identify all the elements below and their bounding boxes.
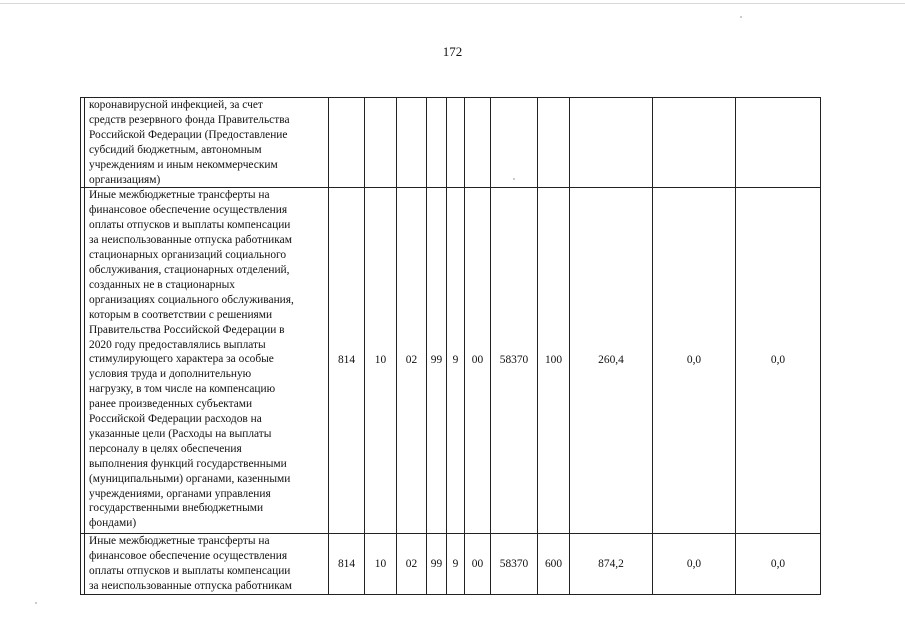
program-code-cell: 99: [427, 188, 447, 534]
description-line: стимулирующего характера за особые: [89, 353, 274, 366]
description-line: учреждениям и иным некоммерческим: [89, 158, 278, 171]
expense-type-code-cell: [538, 98, 570, 188]
description-line: Российской Федерации расходов на: [89, 413, 262, 426]
description-line: Иные межбюджетные трансферты на: [89, 189, 270, 202]
description-line: оплаты отпусков и выплаты компенсации: [89, 219, 291, 232]
event-code-cell: 00: [465, 188, 491, 534]
description-cell: [85, 534, 329, 595]
description-line: Правительства Российской Федерации в: [89, 323, 285, 336]
description-line: фондами): [89, 517, 137, 530]
section-code-cell: 10: [365, 534, 397, 595]
amount-2022-cell: 0,0: [736, 188, 821, 534]
table-body: [81, 98, 821, 595]
event-code-cell: 00: [465, 534, 491, 595]
ministry-code-cell: 814: [329, 534, 365, 595]
direction-code-cell: 58370: [491, 534, 538, 595]
expense-type-code-cell: 100: [538, 188, 570, 534]
description-line: за неиспользованные отпуска работникам: [89, 234, 292, 247]
amount-2021-cell: [653, 98, 736, 188]
description-line: Иные межбюджетные трансферты на: [89, 535, 270, 548]
amount-2022-cell: 0,0: [736, 534, 821, 595]
scan-edge-line: [0, 3, 905, 4]
expense-type-code-cell: 600: [538, 534, 570, 595]
description-line: учреждениями, органами управления: [89, 487, 271, 500]
table-row: [81, 98, 821, 188]
description-line: организациях социального обслуживания,: [89, 293, 294, 306]
program-code-cell: 99: [427, 534, 447, 595]
description-line: персоналу в целях обеспечения: [89, 442, 242, 455]
event-code-cell: [465, 98, 491, 188]
description-line: финансовое обеспечение осуществления: [89, 550, 288, 563]
scan-speck: [35, 602, 37, 604]
amount-2022-cell: [736, 98, 821, 188]
description-line: оплаты отпусков и выплаты компенсации: [89, 565, 291, 578]
description-line: ранее произведенных субъектами: [89, 398, 253, 411]
description-line: (муниципальными) органами, казенными: [89, 472, 291, 485]
subsection-code-cell: 02: [397, 188, 427, 534]
description-line: созданных не в стационарных: [89, 278, 235, 291]
description-line: коронавирусной инфекцией, за счет: [89, 99, 263, 111]
ministry-code-cell: [329, 98, 365, 188]
description-line: субсидий бюджетным, автономным: [89, 143, 262, 156]
program-code-cell: [427, 98, 447, 188]
amount-2020-cell: [570, 98, 653, 188]
direction-code-cell: 58370: [491, 188, 538, 534]
description-line: организациям): [89, 173, 161, 186]
description-line: указанные цели (Расходы на выплаты: [89, 427, 272, 440]
subprogram-code-cell: [447, 98, 465, 188]
description-line: Российской Федерации (Предоставление: [89, 128, 288, 141]
description-line: нагрузку, в том числе на компенсацию: [89, 383, 276, 396]
subprogram-code-cell: 9: [447, 188, 465, 534]
description-line: выполнения функций государственными: [89, 457, 287, 470]
subsection-code-cell: [397, 98, 427, 188]
subprogram-code-cell: 9: [447, 534, 465, 595]
description-cell: [85, 98, 329, 188]
subsection-code-cell: 02: [397, 534, 427, 595]
scan-speck: [513, 178, 515, 180]
amount-2020-cell: 874,2: [570, 534, 653, 595]
description-line: условия труда и дополнительную: [89, 368, 252, 381]
table-row: [81, 534, 821, 595]
direction-code-cell: [491, 98, 538, 188]
description-line: средств резервного фонда Правительства: [89, 113, 290, 126]
description-line: которым в соответствии с решениями: [89, 308, 273, 321]
table-row: [81, 188, 821, 534]
section-code-cell: [365, 98, 397, 188]
description-line: государственными внебюджетными: [89, 502, 264, 515]
scan-speck: [740, 16, 742, 18]
description-line: финансовое обеспечение осуществления: [89, 204, 288, 217]
description-cell: [85, 188, 329, 534]
amount-2020-cell: 260,4: [570, 188, 653, 534]
description-line: 2020 году предоставлялись выплаты: [89, 338, 266, 351]
description-line: стационарных организаций социального: [89, 249, 287, 262]
ministry-code-cell: 814: [329, 188, 365, 534]
amount-2021-cell: 0,0: [653, 534, 736, 595]
page-number: 172: [442, 44, 463, 59]
amount-2021-cell: 0,0: [653, 188, 736, 534]
section-code-cell: 10: [365, 188, 397, 534]
description-line: обслуживания, стационарных отделений,: [89, 263, 290, 276]
description-line: за неиспользованные отпуска работникам: [89, 580, 292, 593]
budget-table: [80, 97, 821, 595]
